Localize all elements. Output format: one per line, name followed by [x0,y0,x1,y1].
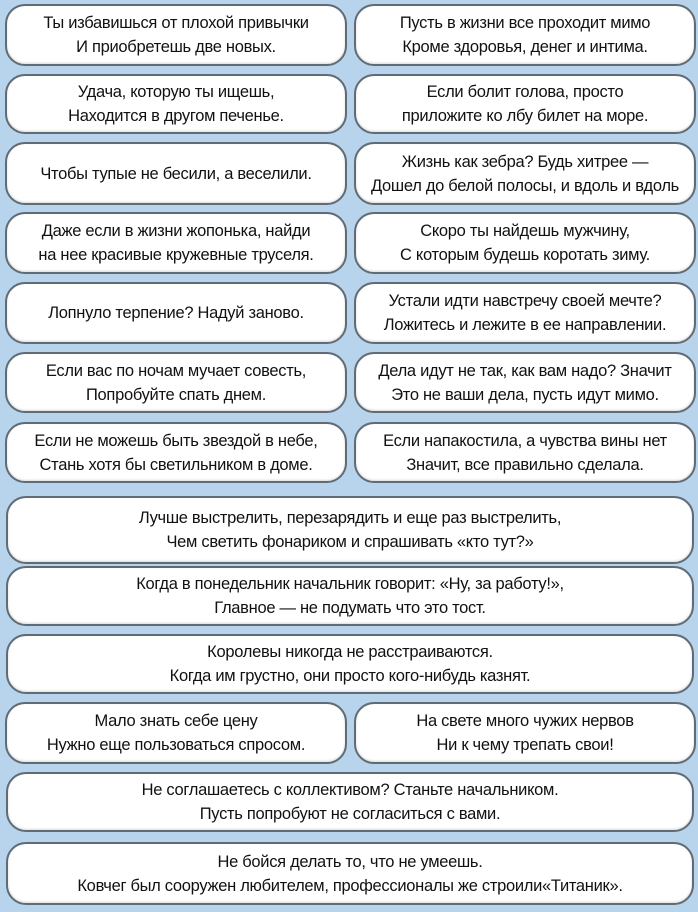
quote-line: С которым будешь коротать зиму. [400,246,650,264]
quote-line: Лучше выстрелить, перезарядить и еще раз выстрелить, [138,509,562,527]
quote-line: Лопнуло терпение? Надуй заново. [48,304,304,322]
quote-line: на нее красивые кружевные труселя. [38,246,314,264]
quote-card [5,352,347,413]
quote-line: Даже если в жизни жопонька, найди [41,222,311,240]
quote-line: Если напакостила, а чувства вины нет [383,431,667,450]
quote-line: Когда им грустно, они просто кого-нибудь казнят. [169,667,531,685]
quote-line: Если вас по ночам мучает совесть, [45,361,307,380]
quote-card [6,496,694,564]
quote-line: Стань хотя бы светильником в доме. [39,455,313,474]
quote-card [5,142,347,205]
quote-line: Пусть попробуют не согласиться с вами. [199,805,501,823]
quote-card [5,4,347,66]
quote-line: Не бойся делать то, что не умеешь. [217,852,483,871]
quote-card [5,422,347,483]
quote-card [354,74,696,134]
quote-card [354,4,696,66]
quote-card [6,634,694,694]
quote-line: Ложитесь и лежите в ее направлении. [383,316,667,334]
quote-line: Скоро ты найдешь мужчину, [420,222,630,240]
quote-card [354,352,696,413]
quote-line: Попробуйте спать днем. [86,385,266,404]
quote-card [6,566,694,626]
quote-line: Если болит голова, просто [426,83,624,101]
quote-line: приложите ко лбу билет на море. [401,107,649,125]
quote-card [354,282,696,344]
quote-line: Если не можешь быть звездой в небе, [34,431,318,450]
quote-line: Не соглашаетесь с коллективом? Станьте начальником. [141,781,559,799]
quote-card [6,842,694,905]
quote-card [5,702,347,764]
quote-line: Жизнь как зебра? Будь хитрее — [401,152,649,171]
quote-line: Мало знать себе цену [94,712,258,730]
quote-line: Устали идти навстречу своей мечте? [388,292,662,310]
quote-line: Ты избавишься от плохой привычки [43,14,309,32]
quote-line: Кроме здоровья, денег и интима. [402,38,648,56]
quote-line: Когда в понедельник начальник говорит: «Ну, за работу!», [136,575,564,593]
quote-line: Удача, которую ты ищешь, [77,83,275,101]
quote-line: Нужно еще пользоваться спросом. [46,736,306,754]
quote-line: Чем светить фонариком и спрашивать «кто тут?» [166,533,534,551]
quote-line: Значит, все правильно сделала. [406,455,644,474]
quote-line: Это не ваши дела, пусть идут мимо. [391,385,659,404]
quote-card [5,282,347,344]
quote-card [354,422,696,483]
quote-line: Находится в другом печенье. [68,107,284,125]
quote-line: И приобретешь две новых. [76,38,276,56]
quote-line: На свете много чужих нервов [416,712,634,730]
quote-line: Пусть в жизни все проходит мимо [399,14,651,32]
quote-card [354,212,696,274]
quote-card [5,74,347,134]
quote-line: Ни к чему трепать свои! [436,736,614,754]
quote-line: Ковчег был сооружен любителем, профессионалы же строили«Титаник». [77,876,623,895]
quote-line: Чтобы тупые не бесили, а веселили. [40,164,312,183]
quote-line: Дошел до белой полосы, и вдоль и вдоль [371,176,679,195]
quote-card [5,212,347,274]
quote-card [354,702,696,764]
quote-line: Королевы никогда не расстраиваются. [207,643,493,661]
quote-card [6,772,694,832]
quote-card [354,142,696,205]
quote-line: Главное — не подумать что это тост. [214,599,486,617]
quote-line: Дела идут не так, как вам надо? Значит [378,361,672,380]
